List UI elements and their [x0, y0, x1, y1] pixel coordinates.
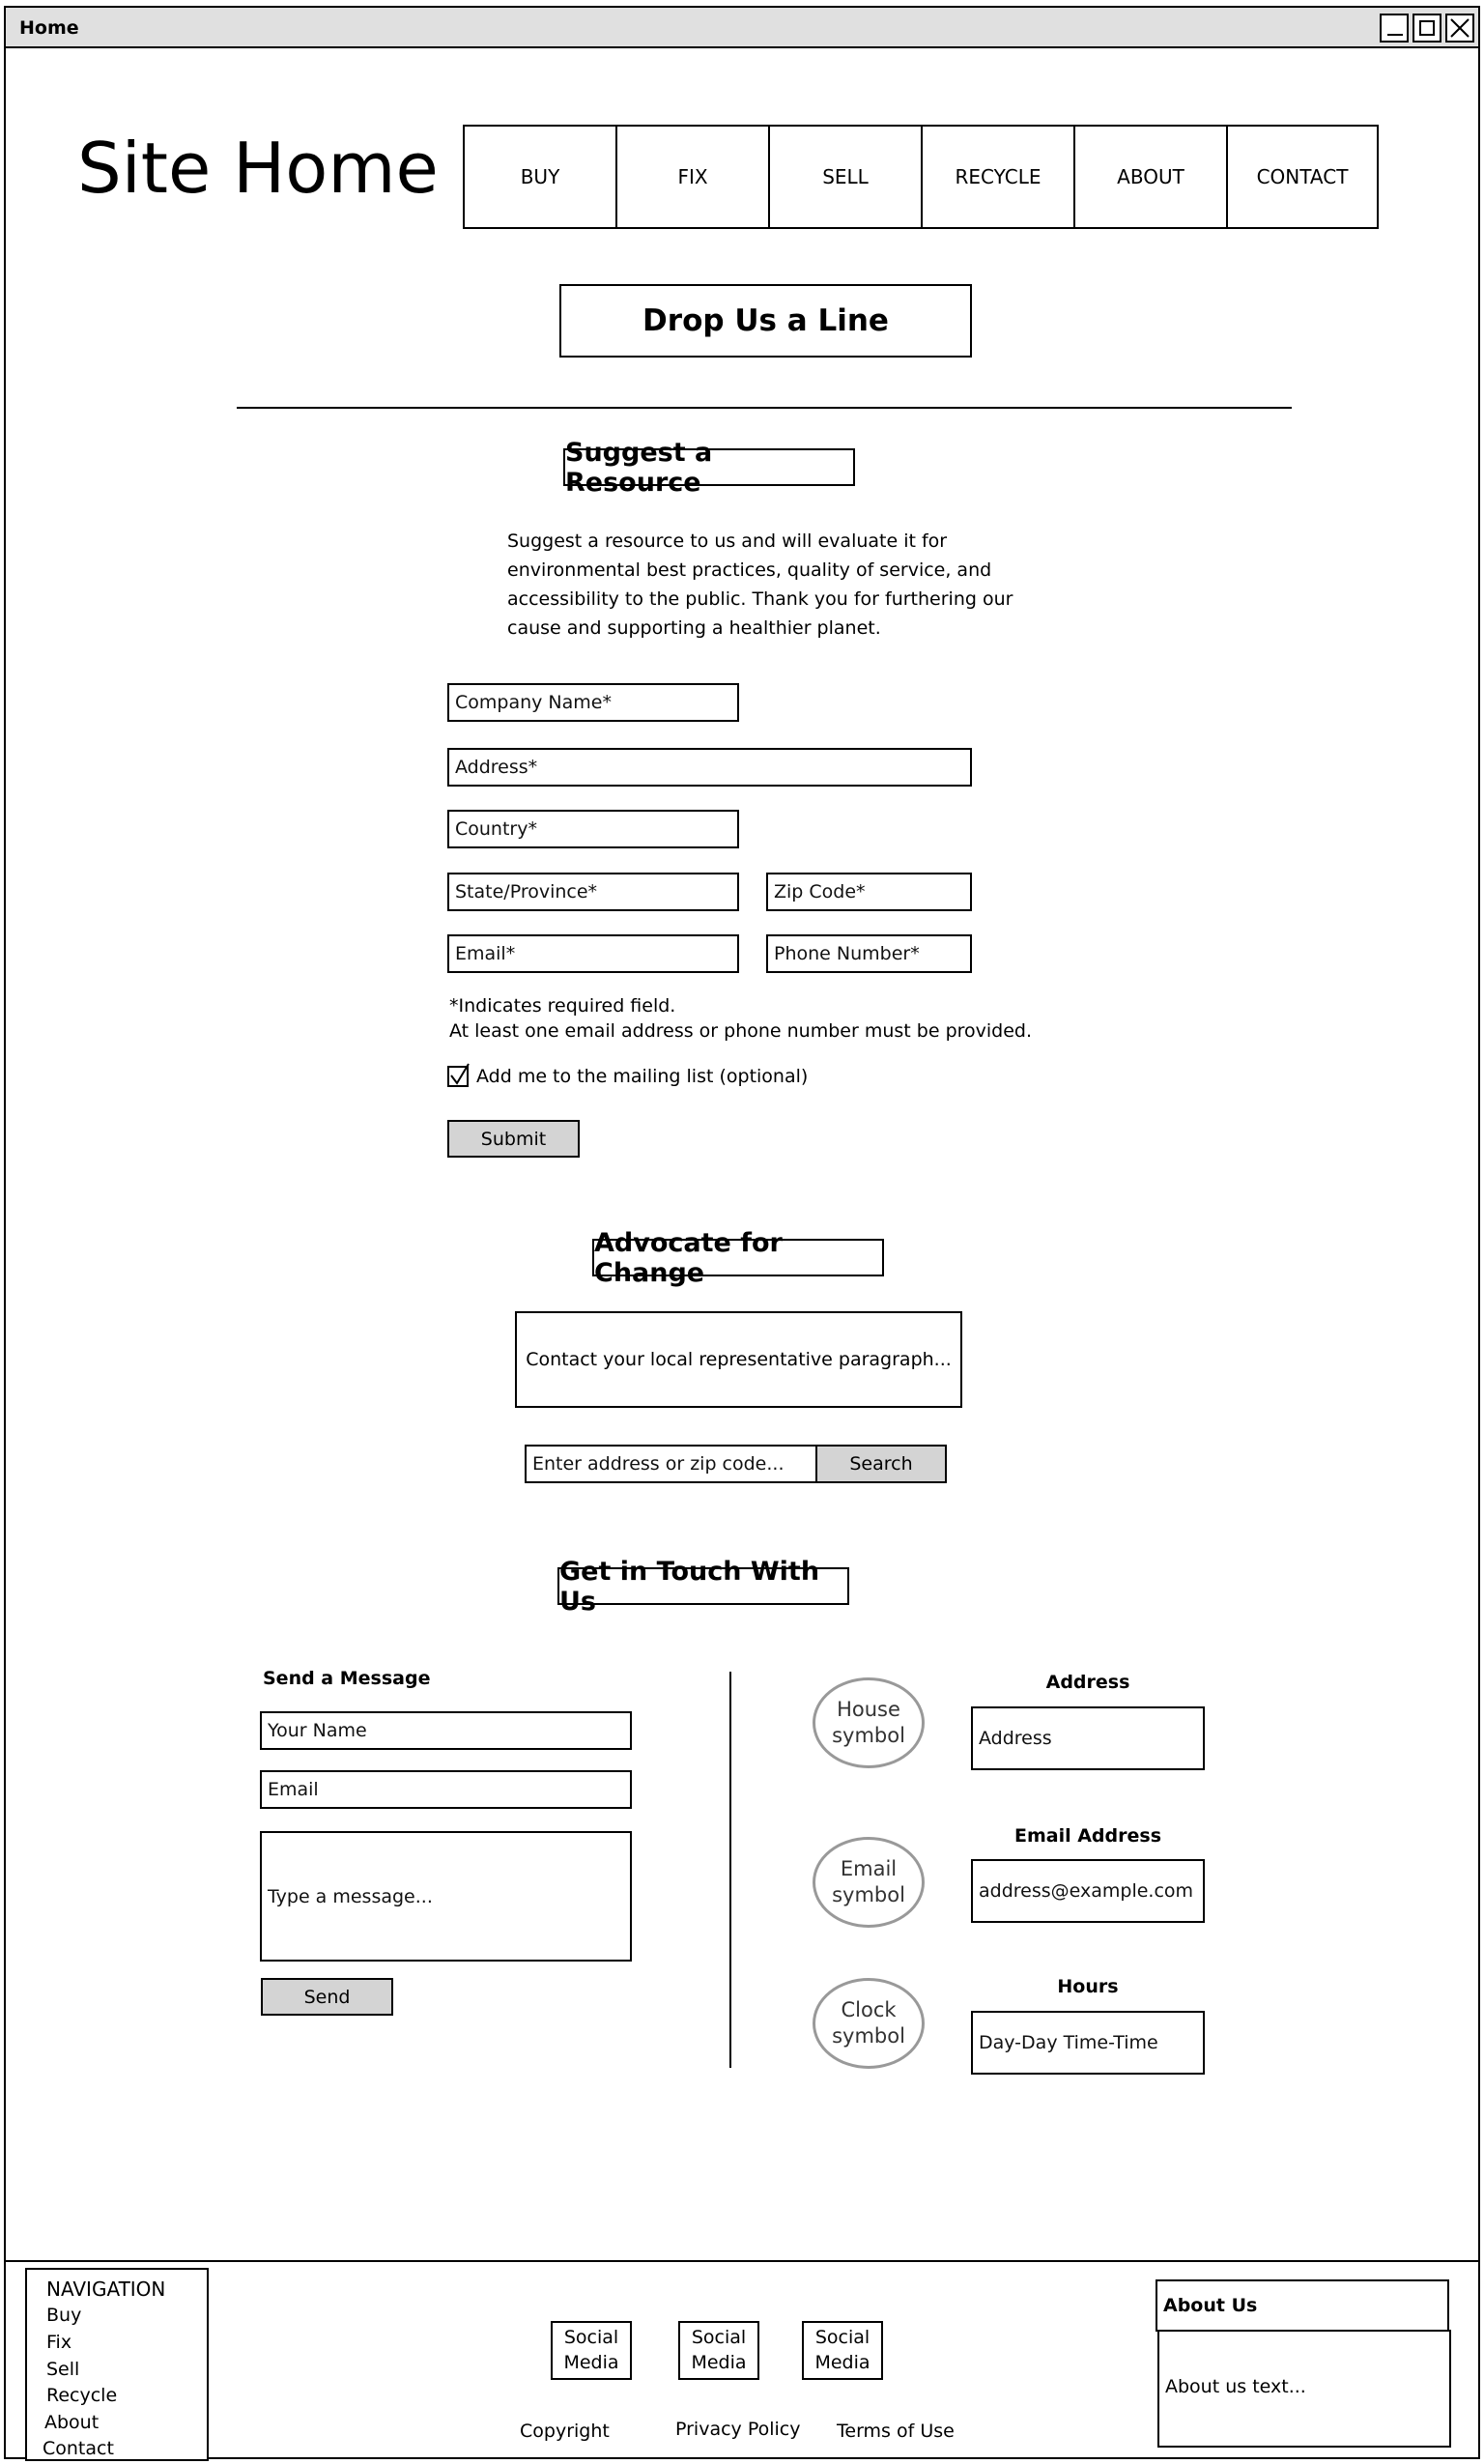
- close-button[interactable]: [1445, 14, 1474, 43]
- representative-search-input[interactable]: Enter address or zip code...: [525, 1445, 817, 1483]
- about-us-title: About Us: [1163, 2295, 1258, 2316]
- about-us-text: About us text...: [1165, 2376, 1306, 2397]
- minimize-button[interactable]: [1380, 14, 1409, 43]
- footer: [4, 2260, 1480, 2463]
- terms-of-use-link[interactable]: Terms of Use: [837, 2421, 955, 2442]
- address-input[interactable]: Address*: [447, 748, 972, 787]
- email-address-value: address@example.com: [971, 1859, 1205, 1923]
- maximize-icon: [1419, 20, 1435, 36]
- divider: [237, 407, 1292, 409]
- clock-icon: Clock symbol: [813, 1978, 925, 2069]
- footer-nav-sell[interactable]: Sell: [46, 2359, 80, 2380]
- message-email-input[interactable]: Email: [260, 1770, 632, 1809]
- address-title: Address: [1045, 1672, 1130, 1693]
- nav-buy[interactable]: BUY: [465, 127, 617, 227]
- zip-code-input[interactable]: Zip Code*: [766, 873, 972, 911]
- close-icon: [1447, 15, 1472, 41]
- email-icon: Email symbol: [813, 1837, 925, 1928]
- main-nav: [463, 125, 1379, 229]
- suggest-heading: Suggest a Resource: [563, 448, 855, 486]
- contact-note: At least one email address or phone number must be provided.: [449, 1020, 1033, 1042]
- address-value: Address: [971, 1706, 1205, 1770]
- touch-heading: Get in Touch With Us: [557, 1567, 849, 1605]
- copyright-link[interactable]: Copyright: [520, 2421, 610, 2442]
- message-textarea[interactable]: Type a message...: [260, 1831, 632, 1962]
- send-message-title: Send a Message: [263, 1668, 431, 1689]
- maximize-button[interactable]: [1413, 14, 1441, 43]
- footer-navigation: [25, 2268, 209, 2461]
- submit-button[interactable]: Submit: [447, 1120, 580, 1158]
- minimize-icon: [1387, 34, 1403, 36]
- suggest-description: Suggest a resource to us and will evaluate it for environmental best practices, quality of service, and accessibility to the public. Thank you for furthering our cause and supporting a healthier planet.: [507, 530, 1013, 639]
- page-title: Drop Us a Line: [559, 284, 972, 358]
- required-note: *Indicates required field.: [449, 995, 676, 1017]
- representative-search-button[interactable]: Search: [815, 1445, 947, 1483]
- nav-about[interactable]: ABOUT: [1075, 127, 1228, 227]
- nav-sell[interactable]: SELL: [770, 127, 923, 227]
- vertical-divider: [729, 1672, 731, 2068]
- footer-nav-buy[interactable]: Buy: [46, 2305, 82, 2326]
- mailing-list-checkbox[interactable]: [447, 1066, 469, 1087]
- house-icon: House symbol: [813, 1677, 925, 1768]
- company-name-input[interactable]: Company Name*: [447, 683, 739, 722]
- window-title-bar: [4, 6, 1480, 48]
- hours-title: Hours: [1057, 1976, 1119, 1997]
- advocate-heading: Advocate for Change: [592, 1239, 884, 1276]
- social-media-link-1[interactable]: Social Media: [551, 2321, 632, 2380]
- site-title: Site Home: [77, 128, 439, 209]
- your-name-input[interactable]: Your Name: [260, 1711, 632, 1750]
- about-us-text-box: [1157, 2330, 1451, 2448]
- window-title: Home: [19, 17, 79, 39]
- social-media-link-3[interactable]: Social Media: [802, 2321, 883, 2380]
- footer-nav-title: NAVIGATION: [46, 2278, 166, 2301]
- nav-contact[interactable]: CONTACT: [1256, 165, 1349, 188]
- mailing-list-label: Add me to the mailing list (optional): [476, 1066, 809, 1087]
- state-province-input[interactable]: State/Province*: [447, 873, 739, 911]
- footer-nav-about[interactable]: About: [44, 2412, 100, 2433]
- send-button[interactable]: Send: [261, 1978, 393, 2016]
- advocate-paragraph: Contact your local representative paragraph...: [515, 1311, 962, 1408]
- email-input[interactable]: Email*: [447, 934, 739, 973]
- checkmark-icon: [447, 1062, 472, 1087]
- country-input[interactable]: Country*: [447, 810, 739, 848]
- privacy-policy-link[interactable]: Privacy Policy: [675, 2419, 801, 2440]
- hours-value: Day-Day Time-Time: [971, 2011, 1205, 2075]
- footer-nav-recycle[interactable]: Recycle: [46, 2385, 118, 2406]
- nav-fix[interactable]: FIX: [617, 127, 770, 227]
- social-media-link-2[interactable]: Social Media: [678, 2321, 759, 2380]
- footer-nav-fix[interactable]: Fix: [46, 2332, 72, 2353]
- phone-number-input[interactable]: Phone Number*: [766, 934, 972, 973]
- nav-recycle[interactable]: RECYCLE: [923, 127, 1075, 227]
- about-us-title-box: [1156, 2279, 1449, 2332]
- email-address-title: Email Address: [1013, 1825, 1162, 1847]
- footer-nav-contact[interactable]: Contact: [43, 2438, 114, 2459]
